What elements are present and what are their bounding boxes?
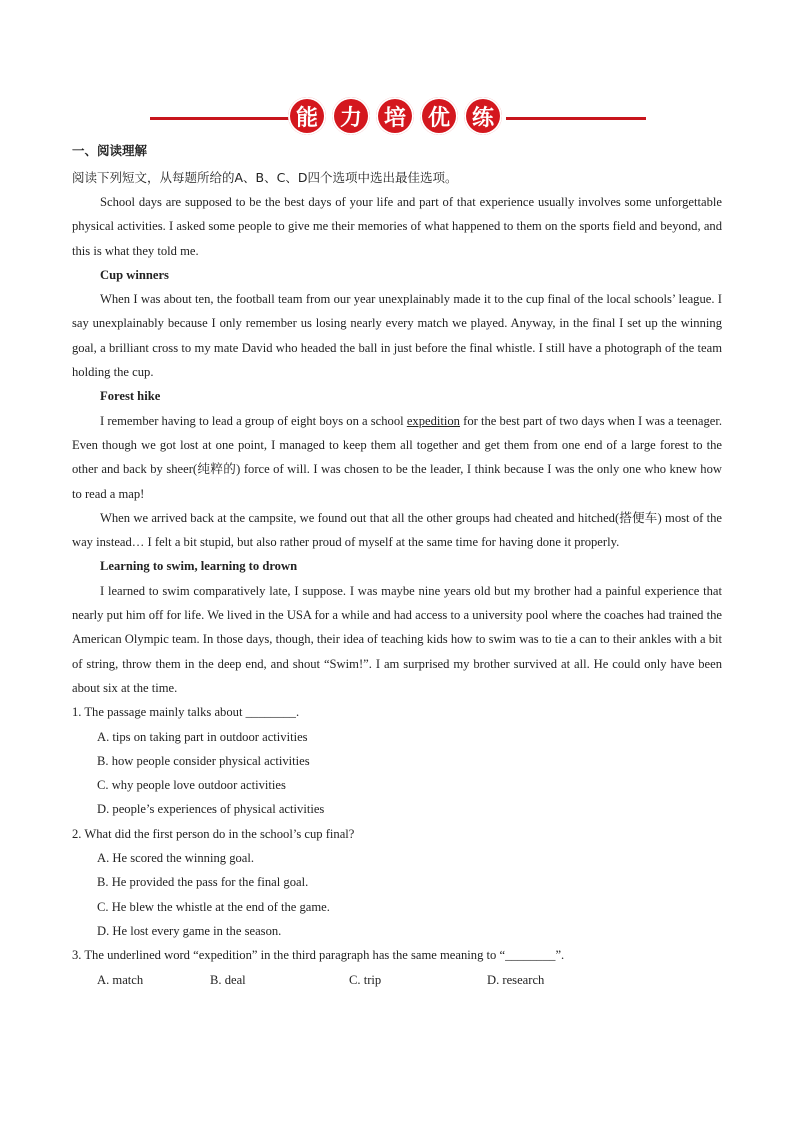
forest-hike-paragraph-2: When we arrived back at the campsite, we found out that all the other groups had cheated and hitched(搭便车) most of the way instead… I felt a bit stupid, but also rather proud of myself at the same time for having done it properly. <box>72 510 722 550</box>
question-stem: 3. The underlined word “expedition” in the third paragraph has the same meaning to “________”. <box>72 948 565 963</box>
answer-option: B. deal <box>210 972 246 987</box>
subtitle-cup-winners: Cup winners <box>100 267 169 282</box>
answer-option: D. research <box>487 972 545 987</box>
banner-char: 练 <box>464 97 502 135</box>
answer-option: C. trip <box>349 972 382 987</box>
answer-option: A. He scored the winning goal. <box>97 851 255 866</box>
banner-line-left <box>150 117 290 120</box>
document-body <box>72 140 722 992</box>
intro-paragraph: School days are supposed to be the best days of your life and part of that experience usually involves some unforgettable physical activities. I asked some people to give me their memories of what happened to them on the sports field and beyond, and this is what they told me. <box>72 195 722 258</box>
subtitle-forest-hike: Forest hike <box>100 389 161 404</box>
underlined-word: expedition <box>406 413 460 428</box>
banner-line-right <box>506 117 646 120</box>
banner-char: 力 <box>332 97 370 135</box>
answer-option: B. He provided the pass for the final goal. <box>97 875 309 890</box>
banner-char: 培 <box>376 97 414 135</box>
answer-option: D. He lost every game in the season. <box>97 923 282 938</box>
answer-option: C. why people love outdoor activities <box>97 778 286 793</box>
text-segment: I remember having to lead a group of eight boys on a school <box>100 413 407 428</box>
answer-option: A. tips on taking part in outdoor activities <box>97 729 308 744</box>
section-heading: 一、阅读理解 <box>72 143 148 158</box>
swim-paragraph: I learned to swim comparatively late, I suppose. I was maybe nine years old but my brother had a painful experience that nearly put him off for life. We lived in the USA for a while and had access to a university pool where the coaches had trained the American Olympic team. In those days, though, their idea of teaching kids how to swim was to tie a can to their ankles with a bit of string, throw them in the deep end, and shout “Swim!”. I am surprised my brother survived at all. He could only have been about six at the time. <box>72 583 722 695</box>
cup-winners-paragraph: When I was about ten, the football team from our year unexplainably made it to the cup final of the local schools’ league. I say unexplainably because I only remember us losing nearly every match we played. Anyway, in the final I set up the winning goal, a brilliant cross to my mate David who headed the ball in just before the final whistle. I still have a photograph of the team holding the cup. <box>72 292 722 380</box>
question-stem: 1. The passage mainly talks about ________. <box>72 705 300 720</box>
answer-option: D. people’s experiences of physical activities <box>97 802 325 817</box>
subtitle-learning-to-swim: Learning to swim, learning to drown <box>100 559 298 574</box>
forest-hike-paragraph <box>72 409 722 506</box>
question-stem: 2. What did the first person do in the school’s cup final? <box>72 826 355 841</box>
answer-options-row <box>97 968 722 992</box>
answer-option: C. He blew the whistle at the end of the game. <box>97 899 330 914</box>
banner-char: 能 <box>288 97 326 135</box>
instruction-text: 阅读下列短文，从每题所给的A、B、C、D四个选项中选出最佳选项。 <box>72 170 458 185</box>
section-banner <box>150 97 646 139</box>
banner-char: 优 <box>420 97 458 135</box>
answer-option: B. how people consider physical activities <box>97 753 310 768</box>
text-segment: for the best part of two days when I was a teenager. Even though we got lost at one point, I managed to keep them all together and get them from one end of a large forest to the other and back by sheer(纯粹的) force of will. I was chosen to be the leader, I think because I was the only one who knew how to read a map! <box>72 413 722 501</box>
banner-title <box>288 97 502 135</box>
answer-option: A. match <box>97 972 144 987</box>
